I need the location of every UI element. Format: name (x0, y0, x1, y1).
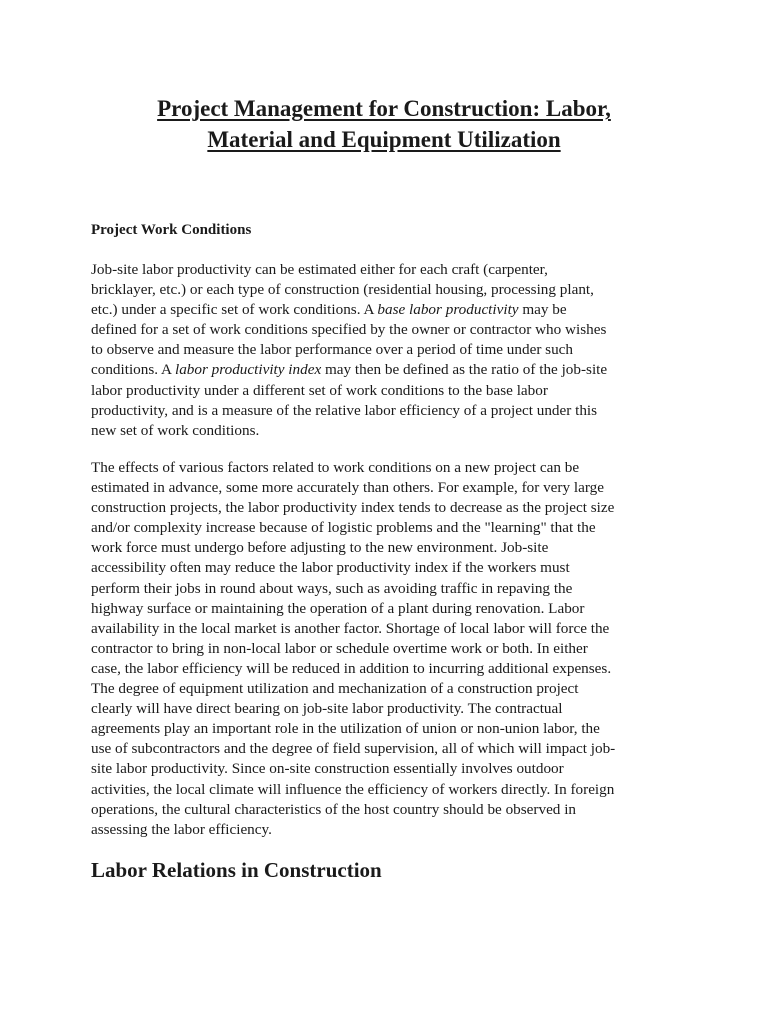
text-line: availability in the local market is another factor. Shortage of local labor will force the (91, 619, 610, 637)
text-line: agreements play an important role in the utilization of union or non-union labor, the (91, 720, 600, 738)
text-fragment: may be (518, 301, 567, 319)
text-fragment: etc.) under a specific set of work conditions. A (91, 301, 378, 319)
text-line: assessing the labor efficiency. (91, 820, 272, 838)
document-title (100, 93, 668, 155)
emphasis-term: base labor productivity (377, 301, 519, 319)
text-fragment: may then be defined as the ratio of the job-site (321, 361, 608, 379)
text-fragment: conditions. A (91, 361, 175, 379)
text-line: work force must undergo before adjusting to the new environment. Job-site (91, 539, 549, 557)
section-heading-work-conditions: Project Work Conditions (91, 222, 252, 238)
text-line: site labor productivity. Since on-site construction essentially involves outdoor (91, 760, 564, 778)
title-line: Material and Equipment Utilization (207, 127, 561, 152)
text-line: construction projects, the labor productivity index tends to decrease as the project size (91, 499, 615, 517)
text-line: use of subcontractors and the degree of field supervision, all of which will impact job- (91, 740, 616, 758)
paragraph-work-condition-factors (91, 458, 671, 840)
text-line: accessibility often may reduce the labor productivity index if the workers must (91, 559, 570, 577)
section-heading-labor-relations: Labor Relations in Construction (91, 858, 382, 882)
text-line: perform their jobs in round about ways, such as avoiding traffic in repaving the (91, 579, 573, 597)
text-line: labor productivity under a different set of work conditions to the base labor (91, 381, 548, 399)
text-line: highway surface or maintaining the operation of a plant during renovation. Labor (91, 599, 585, 617)
title-line: Project Management for Construction: Labor, (157, 96, 611, 121)
text-line: operations, the cultural characteristics of the host country should be observed in (91, 800, 577, 818)
text-line: and/or complexity increase because of logistic problems and the "learning" that the (91, 519, 596, 537)
text-line: The degree of equipment utilization and mechanization of a construction project (91, 680, 579, 698)
text-line: bricklayer, etc.) or each type of construction (residential housing, processing plant, (91, 281, 594, 299)
text-line: The effects of various factors related to work conditions on a new project can be (91, 459, 580, 476)
text-line (91, 300, 671, 320)
text-line: defined for a set of work conditions specified by the owner or contractor who wishes (91, 321, 607, 339)
text-line: clearly will have direct bearing on job-site labor productivity. The contractual (91, 700, 563, 718)
text-line: contractor to bring in non-local labor or schedule overtime work or both. In either (91, 639, 588, 657)
text-line (91, 360, 671, 380)
text-line: to observe and measure the labor performance over a period of time under such (91, 341, 574, 359)
paragraph-labor-productivity (91, 260, 671, 441)
text-line: new set of work conditions. (91, 421, 260, 439)
text-line: Job-site labor productivity can be estimated either for each craft (carpenter, (91, 261, 548, 278)
text-line: activities, the local climate will influence the efficiency of workers directly. In foreign (91, 780, 615, 798)
emphasis-term: labor productivity index (174, 361, 322, 379)
text-line: case, the labor efficiency will be reduced in addition to incurring additional expenses. (91, 659, 612, 677)
text-line: estimated in advance, some more accurately than others. For example, for very large (91, 479, 604, 497)
text-line: productivity, and is a measure of the relative labor efficiency of a project under this (91, 401, 598, 419)
